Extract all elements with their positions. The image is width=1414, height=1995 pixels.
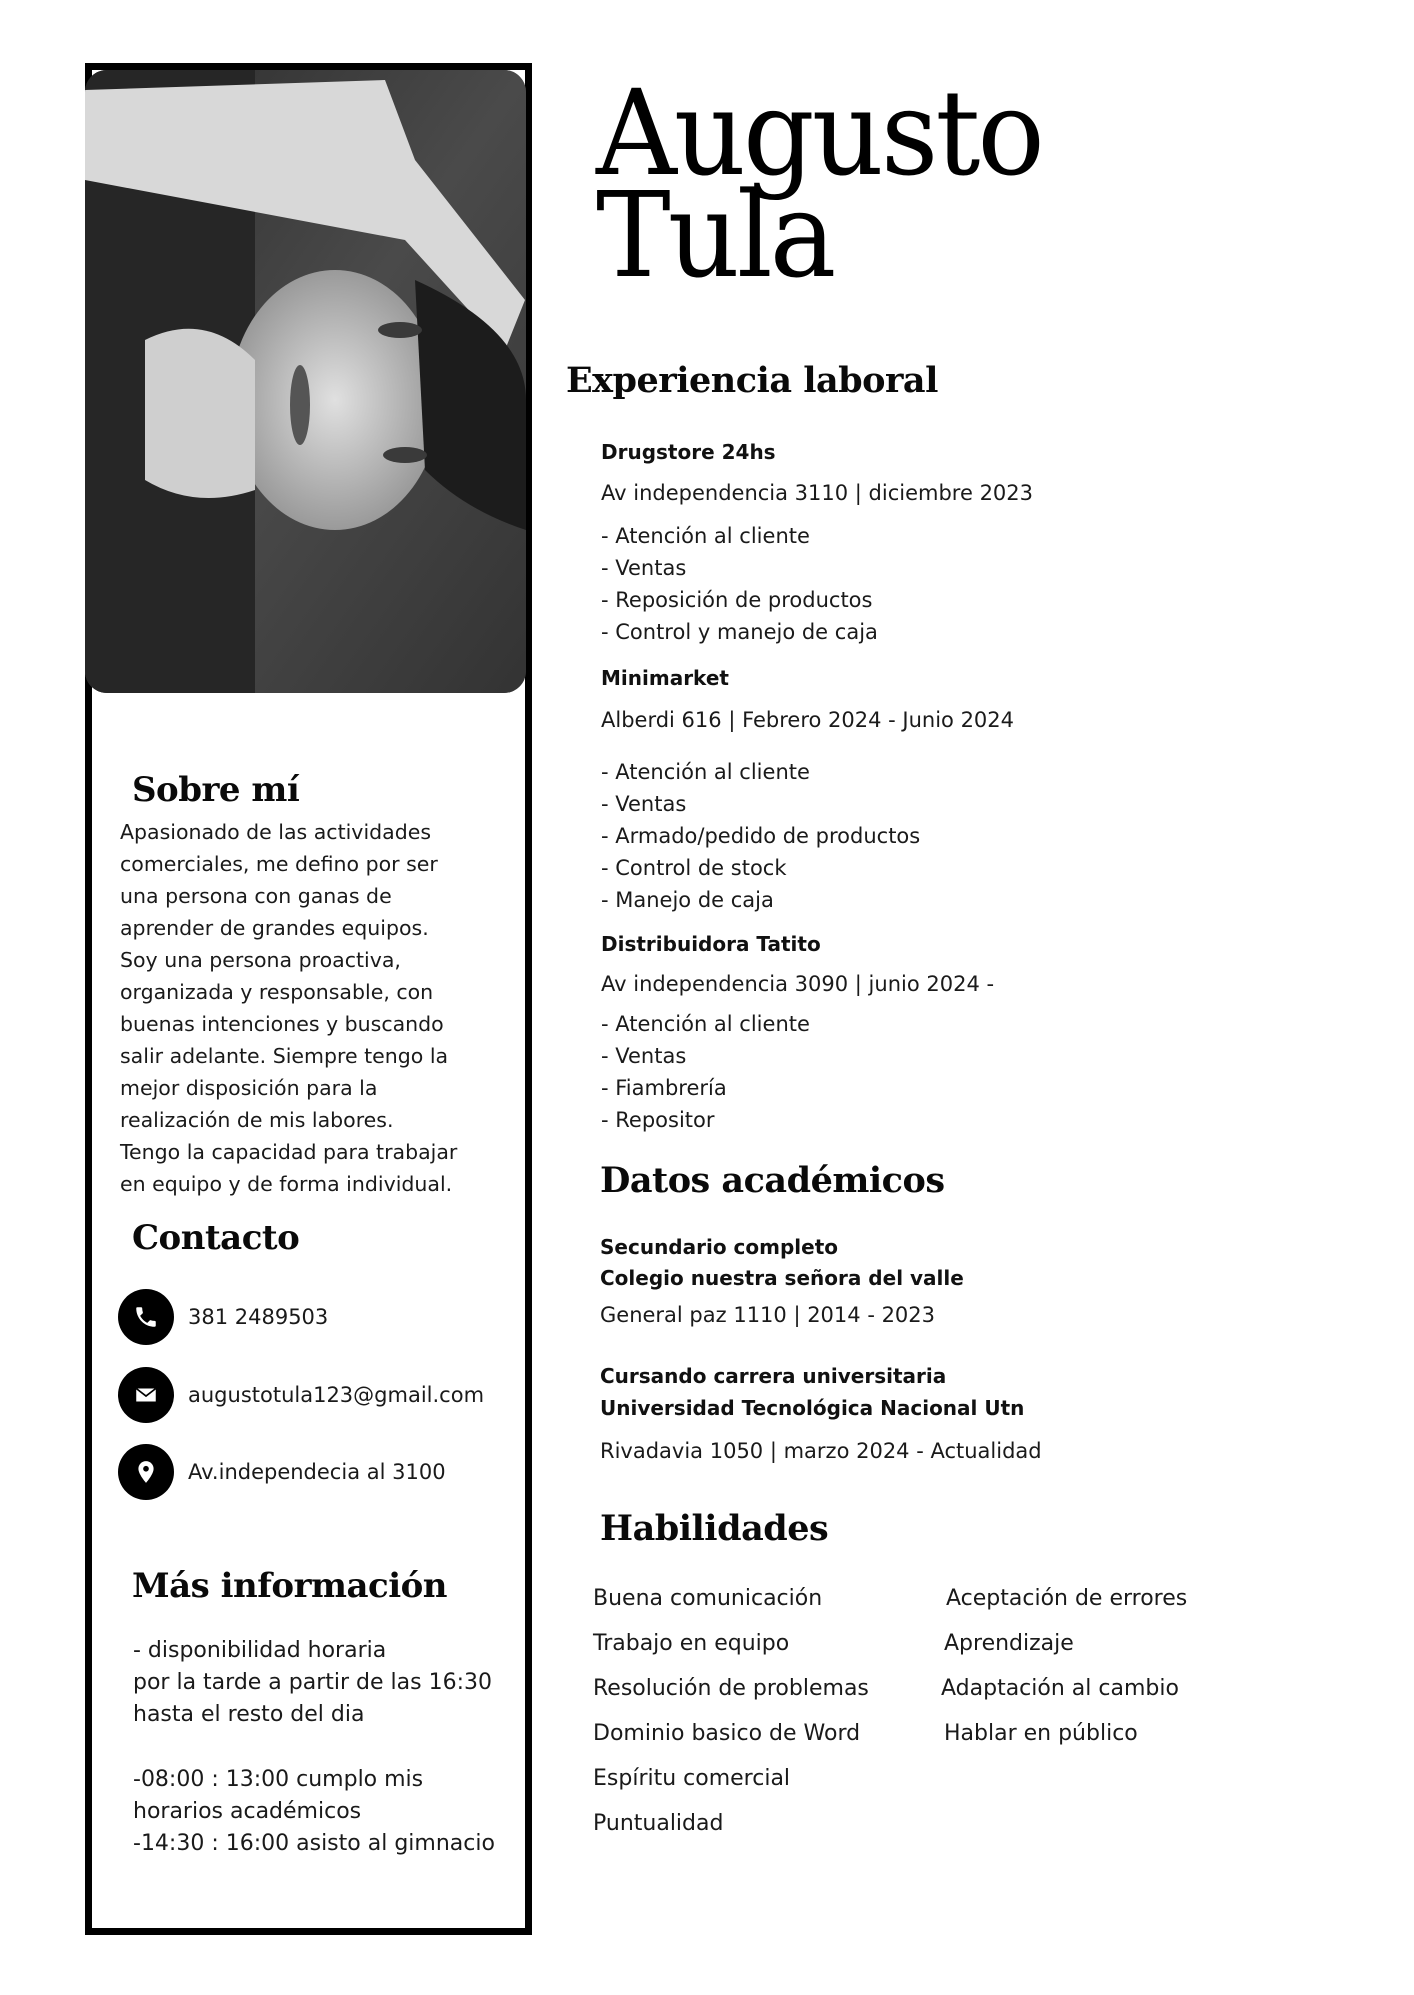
more-info-line: -08:00 : 13:00 cumplo mis xyxy=(133,1767,424,1792)
job-company: Drugstore 24hs xyxy=(601,440,776,464)
job-task: - Control y manejo de caja xyxy=(601,620,878,644)
profile-photo-placeholder xyxy=(85,70,526,693)
about-line: organizada y responsable, con xyxy=(120,980,434,1004)
about-line: buenas intenciones y buscando xyxy=(120,1012,444,1036)
about-title: Sobre mí xyxy=(132,770,300,810)
skill-item: Buena comunicación xyxy=(593,1586,823,1611)
job-meta: Av independencia 3110 | diciembre 2023 xyxy=(601,481,1034,505)
contact-title: Contacto xyxy=(132,1218,300,1258)
about-line: realización de mis labores. xyxy=(120,1108,394,1132)
contact-phone[interactable] xyxy=(118,1289,328,1345)
job-task: - Atención al cliente xyxy=(601,760,810,784)
more-info-title: Más información xyxy=(132,1566,448,1606)
about-text xyxy=(120,816,520,1200)
about-line: Tengo la capacidad para trabajar xyxy=(120,1140,458,1164)
more-info-line: horarios académicos xyxy=(133,1799,362,1824)
edu-institution: Universidad Tecnológica Nacional Utn xyxy=(600,1396,1025,1420)
job-task: - Ventas xyxy=(601,556,687,580)
profile-photo xyxy=(85,70,526,693)
about-line: comerciales, me defino por ser xyxy=(120,852,438,876)
about-line: aprender de grandes equipos. xyxy=(120,916,429,940)
edu-meta: Rivadavia 1050 | marzo 2024 - Actualidad xyxy=(600,1439,1042,1463)
about-line: una persona con ganas de xyxy=(120,884,392,908)
location-pin-icon xyxy=(118,1444,174,1500)
contact-address-text: Av.independecia al 3100 xyxy=(188,1460,446,1484)
skill-item: Dominio basico de Word xyxy=(593,1721,861,1746)
about-line: mejor disposición para la xyxy=(120,1076,378,1100)
edu-meta: General paz 1110 | 2014 - 2023 xyxy=(600,1303,936,1327)
skill-item: Puntualidad xyxy=(593,1811,724,1836)
job-task-list xyxy=(601,1008,810,1136)
skills-title: Habilidades xyxy=(600,1508,829,1549)
job-meta: Alberdi 616 | Febrero 2024 - Junio 2024 xyxy=(601,708,1015,732)
more-info-line: hasta el resto del dia xyxy=(133,1702,365,1727)
skill-item: Espíritu comercial xyxy=(593,1766,791,1791)
job-task: - Reposición de productos xyxy=(601,588,873,612)
edu-institution: Colegio nuestra señora del valle xyxy=(600,1266,964,1290)
job-task-list xyxy=(601,520,878,648)
more-info-line: - disponibilidad horaria xyxy=(133,1638,387,1663)
job-meta: Av independencia 3090 | junio 2024 - xyxy=(601,972,995,996)
about-line: salir adelante. Siempre tengo la xyxy=(120,1044,449,1068)
job-task: - Control de stock xyxy=(601,856,787,880)
skill-item: Adaptación al cambio xyxy=(941,1676,1179,1701)
job-company: Minimarket xyxy=(601,666,729,690)
job-company: Distribuidora Tatito xyxy=(601,932,821,956)
job-task: - Ventas xyxy=(601,792,687,816)
contact-phone-text: 381 2489503 xyxy=(188,1305,329,1329)
contact-email[interactable] xyxy=(118,1367,484,1423)
about-line: Soy una persona proactiva, xyxy=(120,948,401,972)
job-task: - Atención al cliente xyxy=(601,524,810,548)
mail-icon xyxy=(118,1367,174,1423)
job-task: - Fiambrería xyxy=(601,1076,727,1100)
about-line: en equipo y de forma individual. xyxy=(120,1172,453,1196)
skill-item: Aprendizaje xyxy=(944,1631,1074,1656)
job-task: - Ventas xyxy=(601,1044,687,1068)
skill-item: Aceptación de errores xyxy=(946,1586,1188,1611)
academics-title: Datos académicos xyxy=(600,1160,945,1201)
more-info-line: -14:30 : 16:00 asisto al gimnacio xyxy=(133,1831,495,1856)
more-info-line: por la tarde a partir de las 16:30 xyxy=(133,1670,492,1695)
edu-degree: Secundario completo xyxy=(600,1235,839,1259)
name-last: Tula xyxy=(596,167,834,305)
job-task-list xyxy=(601,756,920,916)
contact-address[interactable] xyxy=(118,1444,446,1500)
skill-item: Resolución de problemas xyxy=(593,1676,869,1701)
contact-email-text: augustotula123@gmail.com xyxy=(188,1383,485,1407)
job-task: - Manejo de caja xyxy=(601,888,774,912)
skill-item: Hablar en público xyxy=(944,1721,1138,1746)
job-task: - Armado/pedido de productos xyxy=(601,824,921,848)
job-task: - Repositor xyxy=(601,1108,715,1132)
about-line: Apasionado de las actividades xyxy=(120,820,432,844)
experience-title: Experiencia laboral xyxy=(566,360,938,401)
edu-degree: Cursando carrera universitaria xyxy=(600,1364,947,1388)
name-first: Augusto xyxy=(596,65,1042,203)
job-task: - Atención al cliente xyxy=(601,1012,810,1036)
skill-item: Trabajo en equipo xyxy=(593,1631,790,1656)
phone-icon xyxy=(118,1289,174,1345)
